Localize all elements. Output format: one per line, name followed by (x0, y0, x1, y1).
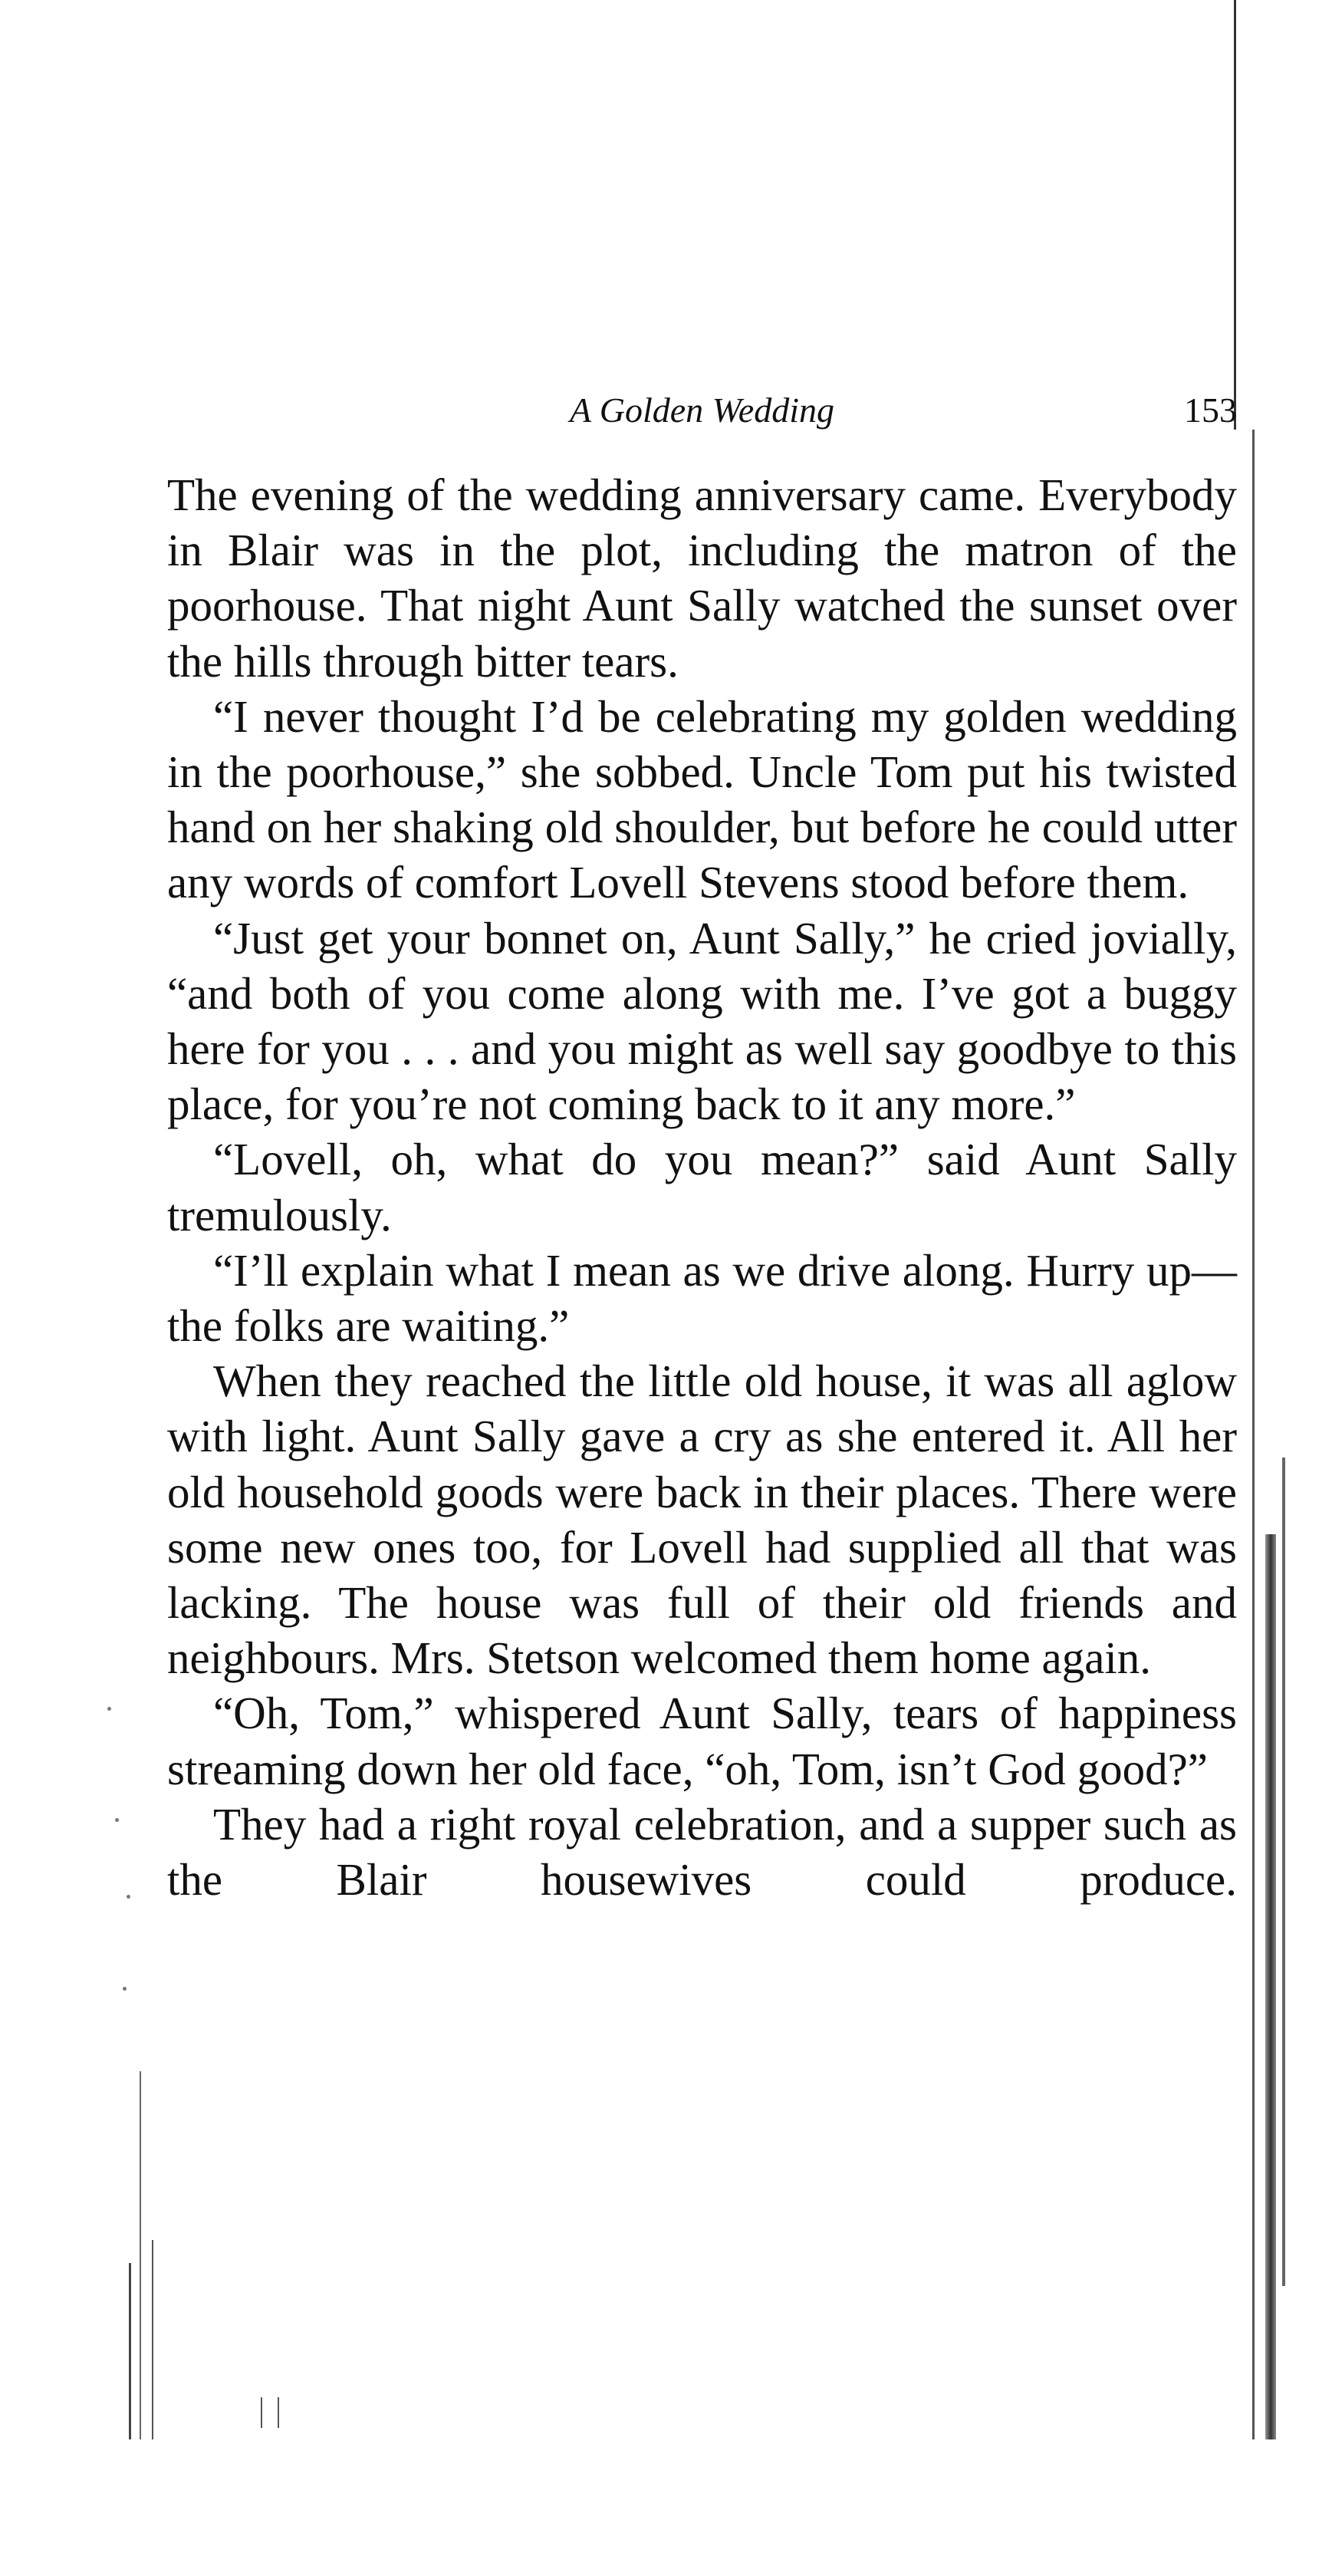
paragraph: “Just get your bonnet on, Aunt Sally,” he cried jovially, “and both of you come along with me. I’ve got a buggy here for you . . . and you might as well say goodbye to this place, for you’re not coming back to it any more.” (167, 912, 1237, 1130)
page-edge-shadow (1282, 1458, 1285, 2286)
binding-line (152, 2240, 153, 2439)
binding-line (129, 2263, 131, 2439)
scan-speck (115, 1818, 119, 1822)
running-title: A Golden Wedding (570, 390, 834, 430)
paragraph: “I never thought I’d be celebrating my golden wedding in the poorhouse,” she sobbed. Uncle Tom put his twisted hand on her shaking old shoulder, but before he could utter any words of comfort Lovell Stevens stood before them. (167, 690, 1237, 908)
binding-line (278, 2397, 279, 2428)
scan-speck (127, 1895, 130, 1899)
page-number: 153 (1184, 390, 1237, 430)
page-edge-line (1252, 430, 1255, 2439)
binding-line (140, 2071, 141, 2439)
body-text (167, 467, 1237, 1907)
paragraph: “Oh, Tom,” whispered Aunt Sally, tears of happiness streaming down her old face, “oh, Tom, isn’t God good?” (167, 1688, 1237, 1794)
page-edge-line (1234, 0, 1236, 430)
paragraph: “Lovell, oh, what do you mean?” said Aunt Sally tremulously. (167, 1134, 1237, 1240)
paragraph: The evening of the wedding anniversary came. Everybody in Blair was in the plot, including the matron of the poorhouse. That night Aunt Sally watched the sunset over the hills through bitter tears. (167, 469, 1237, 687)
scan-speck (123, 1987, 127, 1991)
scan-speck (107, 1707, 111, 1711)
page-header (167, 384, 1237, 437)
page-edge-shadow (1265, 1534, 1276, 2439)
paragraph: They had a right royal celebration, and a supper such as the Blair housewives could produce. (167, 1798, 1237, 1906)
paragraph: When they reached the little old house, it was all aglow with light. Aunt Sally gave a cry as she entered it. All her old household goods were back in their places. There were some new ones too, for Lovell had supplied all that was lacking. The house was full of their old friends and neighbours. Mrs. Stetson welcomed them home again. (167, 1356, 1237, 1684)
paragraph: “I’ll explain what I mean as we drive along. Hurry up—the folks are waiting.” (167, 1244, 1237, 1352)
binding-line (261, 2397, 262, 2428)
